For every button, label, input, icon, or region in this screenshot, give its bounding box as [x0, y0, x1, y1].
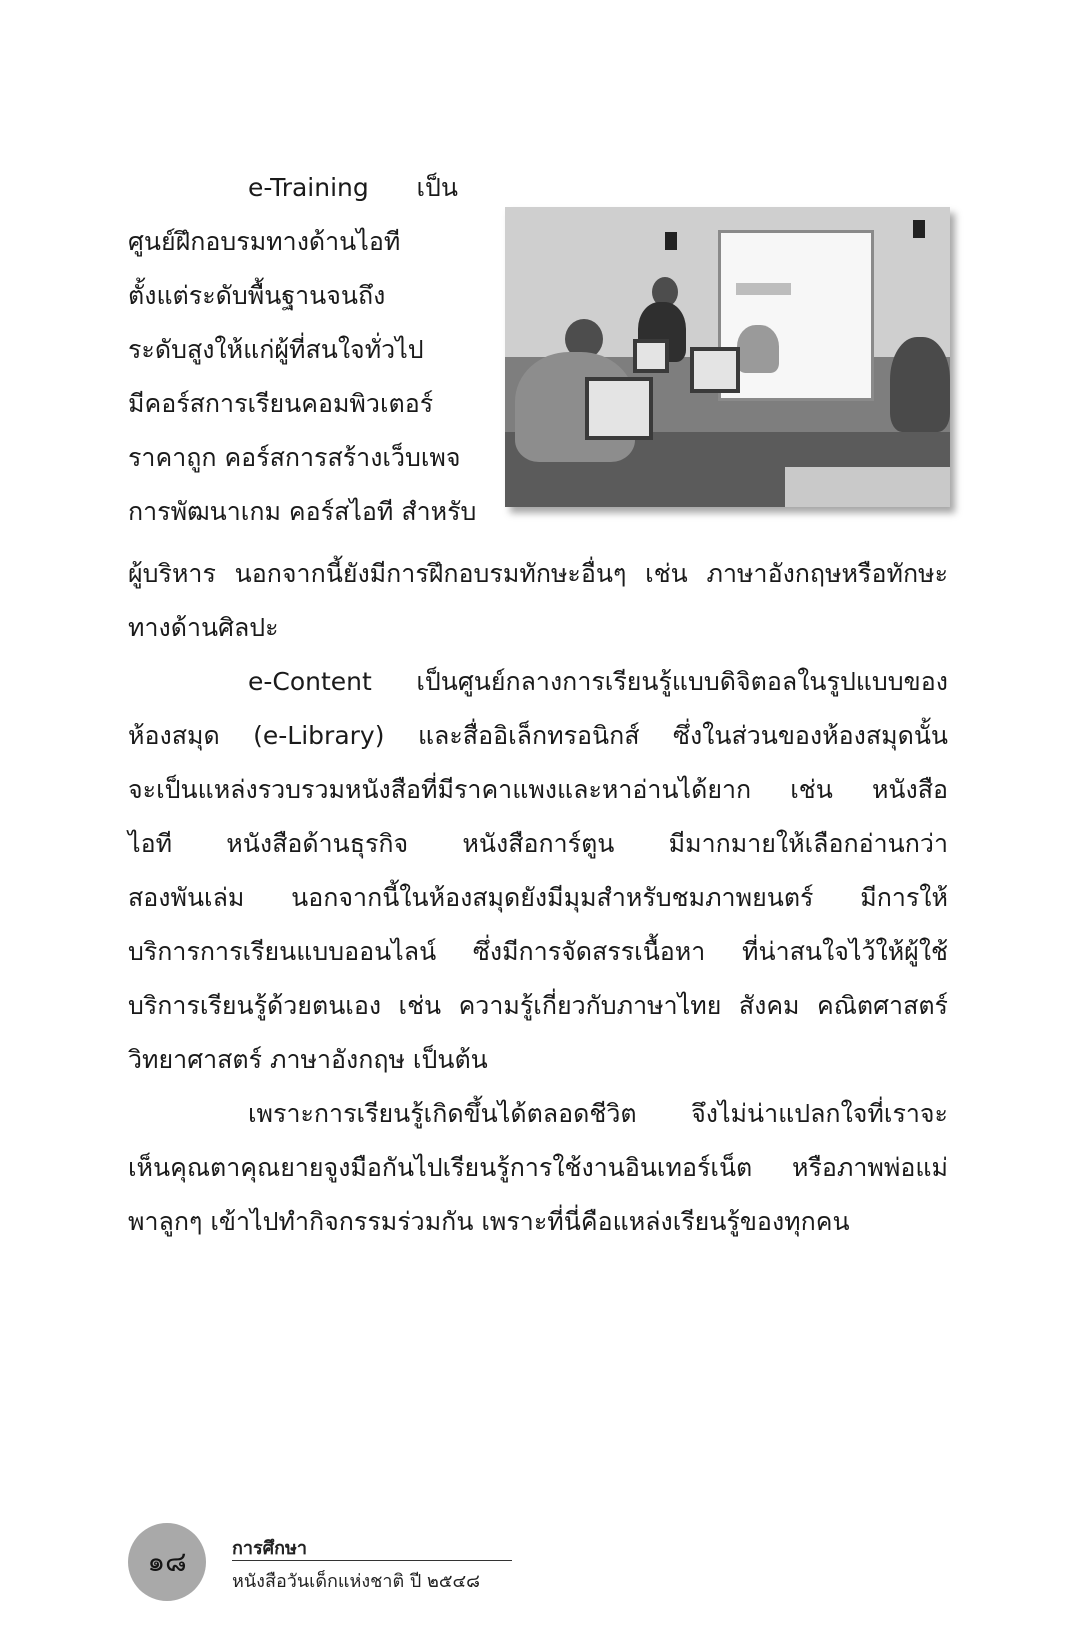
body-line-7: การพัฒนาเกม คอร์สไอที สำหรับ	[128, 497, 477, 526]
projection-screen	[718, 230, 874, 401]
speaker-left-icon	[665, 232, 677, 250]
body-line-13: ไอที หนังสือด้านธุรกิจ หนังสือการ์ตูน มีมากมายให้เลือกอ่านกว่า	[128, 829, 948, 858]
body-line-18: เพราะการเรียนรู้เกิดขึ้นได้ตลอดชีวิต จึงไม่น่าแปลกใจที่เราจะ	[248, 1099, 948, 1128]
student-3	[890, 337, 950, 432]
body-line-15: บริการการเรียนแบบออนไลน์ ซึ่งมีการจัดสรรเนื้อหา ที่น่าสนใจไว้ให้ผู้ใช้	[128, 937, 948, 966]
body-line-11: ห้องสมุด (e-Library) และสื่ออิเล็กทรอนิกส์ ซึ่งในส่วนของห้องสมุดนั้น	[128, 721, 948, 750]
body-line-12: จะเป็นแหล่งรวบรวมหนังสือที่มีราคาแพงและหาอ่านได้ยาก เช่น หนังสือ	[128, 775, 948, 804]
classroom-floor	[785, 467, 950, 507]
body-line-20: พาลูกๆ เข้าไปทำกิจกรรมร่วมกัน เพราะที่นี่คือแหล่งเรียนรู้ของทุกคน	[128, 1207, 850, 1236]
body-line-2: ศูนย์ฝึกอบรมทางด้านไอที	[128, 227, 401, 256]
footer-divider	[232, 1560, 512, 1561]
body-line-17: วิทยาศาสตร์ ภาษาอังกฤษ เป็นต้น	[128, 1045, 488, 1074]
classroom-photo	[505, 207, 950, 507]
body-line-16: บริการเรียนรู้ด้วยตนเอง เช่น ความรู้เกี่ยวกับภาษาไทย สังคม คณิตศาสตร์	[128, 991, 948, 1020]
body-line-4: ระดับสูงให้แก่ผู้ที่สนใจทั่วไป	[128, 335, 424, 364]
body-line-8: ผู้บริหาร นอกจากนี้ยังมีการฝึกอบรมทักษะอื่นๆ เช่น ภาษาอังกฤษหรือทักษะ	[128, 559, 948, 588]
student-2	[737, 325, 779, 373]
speaker-right-icon	[913, 220, 925, 238]
footer-title: การศึกษา	[232, 1538, 307, 1559]
monitor-2	[690, 347, 740, 393]
body-line-5: มีคอร์สการเรียนคอมพิวเตอร์	[128, 389, 434, 418]
body-line-14: สองพันเล่ม นอกจากนี้ในห้องสมุดยังมีมุมสำหรับชมภาพยนตร์ มีการให้	[128, 883, 948, 912]
page-number: ๑๘	[128, 1523, 206, 1601]
body-line-1: e-Training เป็น	[248, 173, 458, 202]
body-line-6: ราคาถูก คอร์สการสร้างเว็บเพจ	[128, 443, 461, 472]
body-line-19: เห็นคุณตาคุณยายจูงมือกันไปเรียนรู้การใช้งานอินเทอร์เน็ต หรือภาพพ่อแม่	[128, 1153, 948, 1182]
body-line-10: e-Content เป็นศูนย์กลางการเรียนรู้แบบดิจิตอลในรูปแบบของ	[248, 667, 948, 696]
monitor-1	[585, 377, 653, 440]
body-line-9: ทางด้านศิลปะ	[128, 613, 279, 642]
footer-subtitle: หนังสือวันเด็กแห่งชาติ ปี ๒๕๔๘	[232, 1571, 481, 1592]
monitor-3	[633, 339, 669, 373]
body-line-3: ตั้งแต่ระดับพื้นฐานจนถึง	[128, 281, 386, 310]
